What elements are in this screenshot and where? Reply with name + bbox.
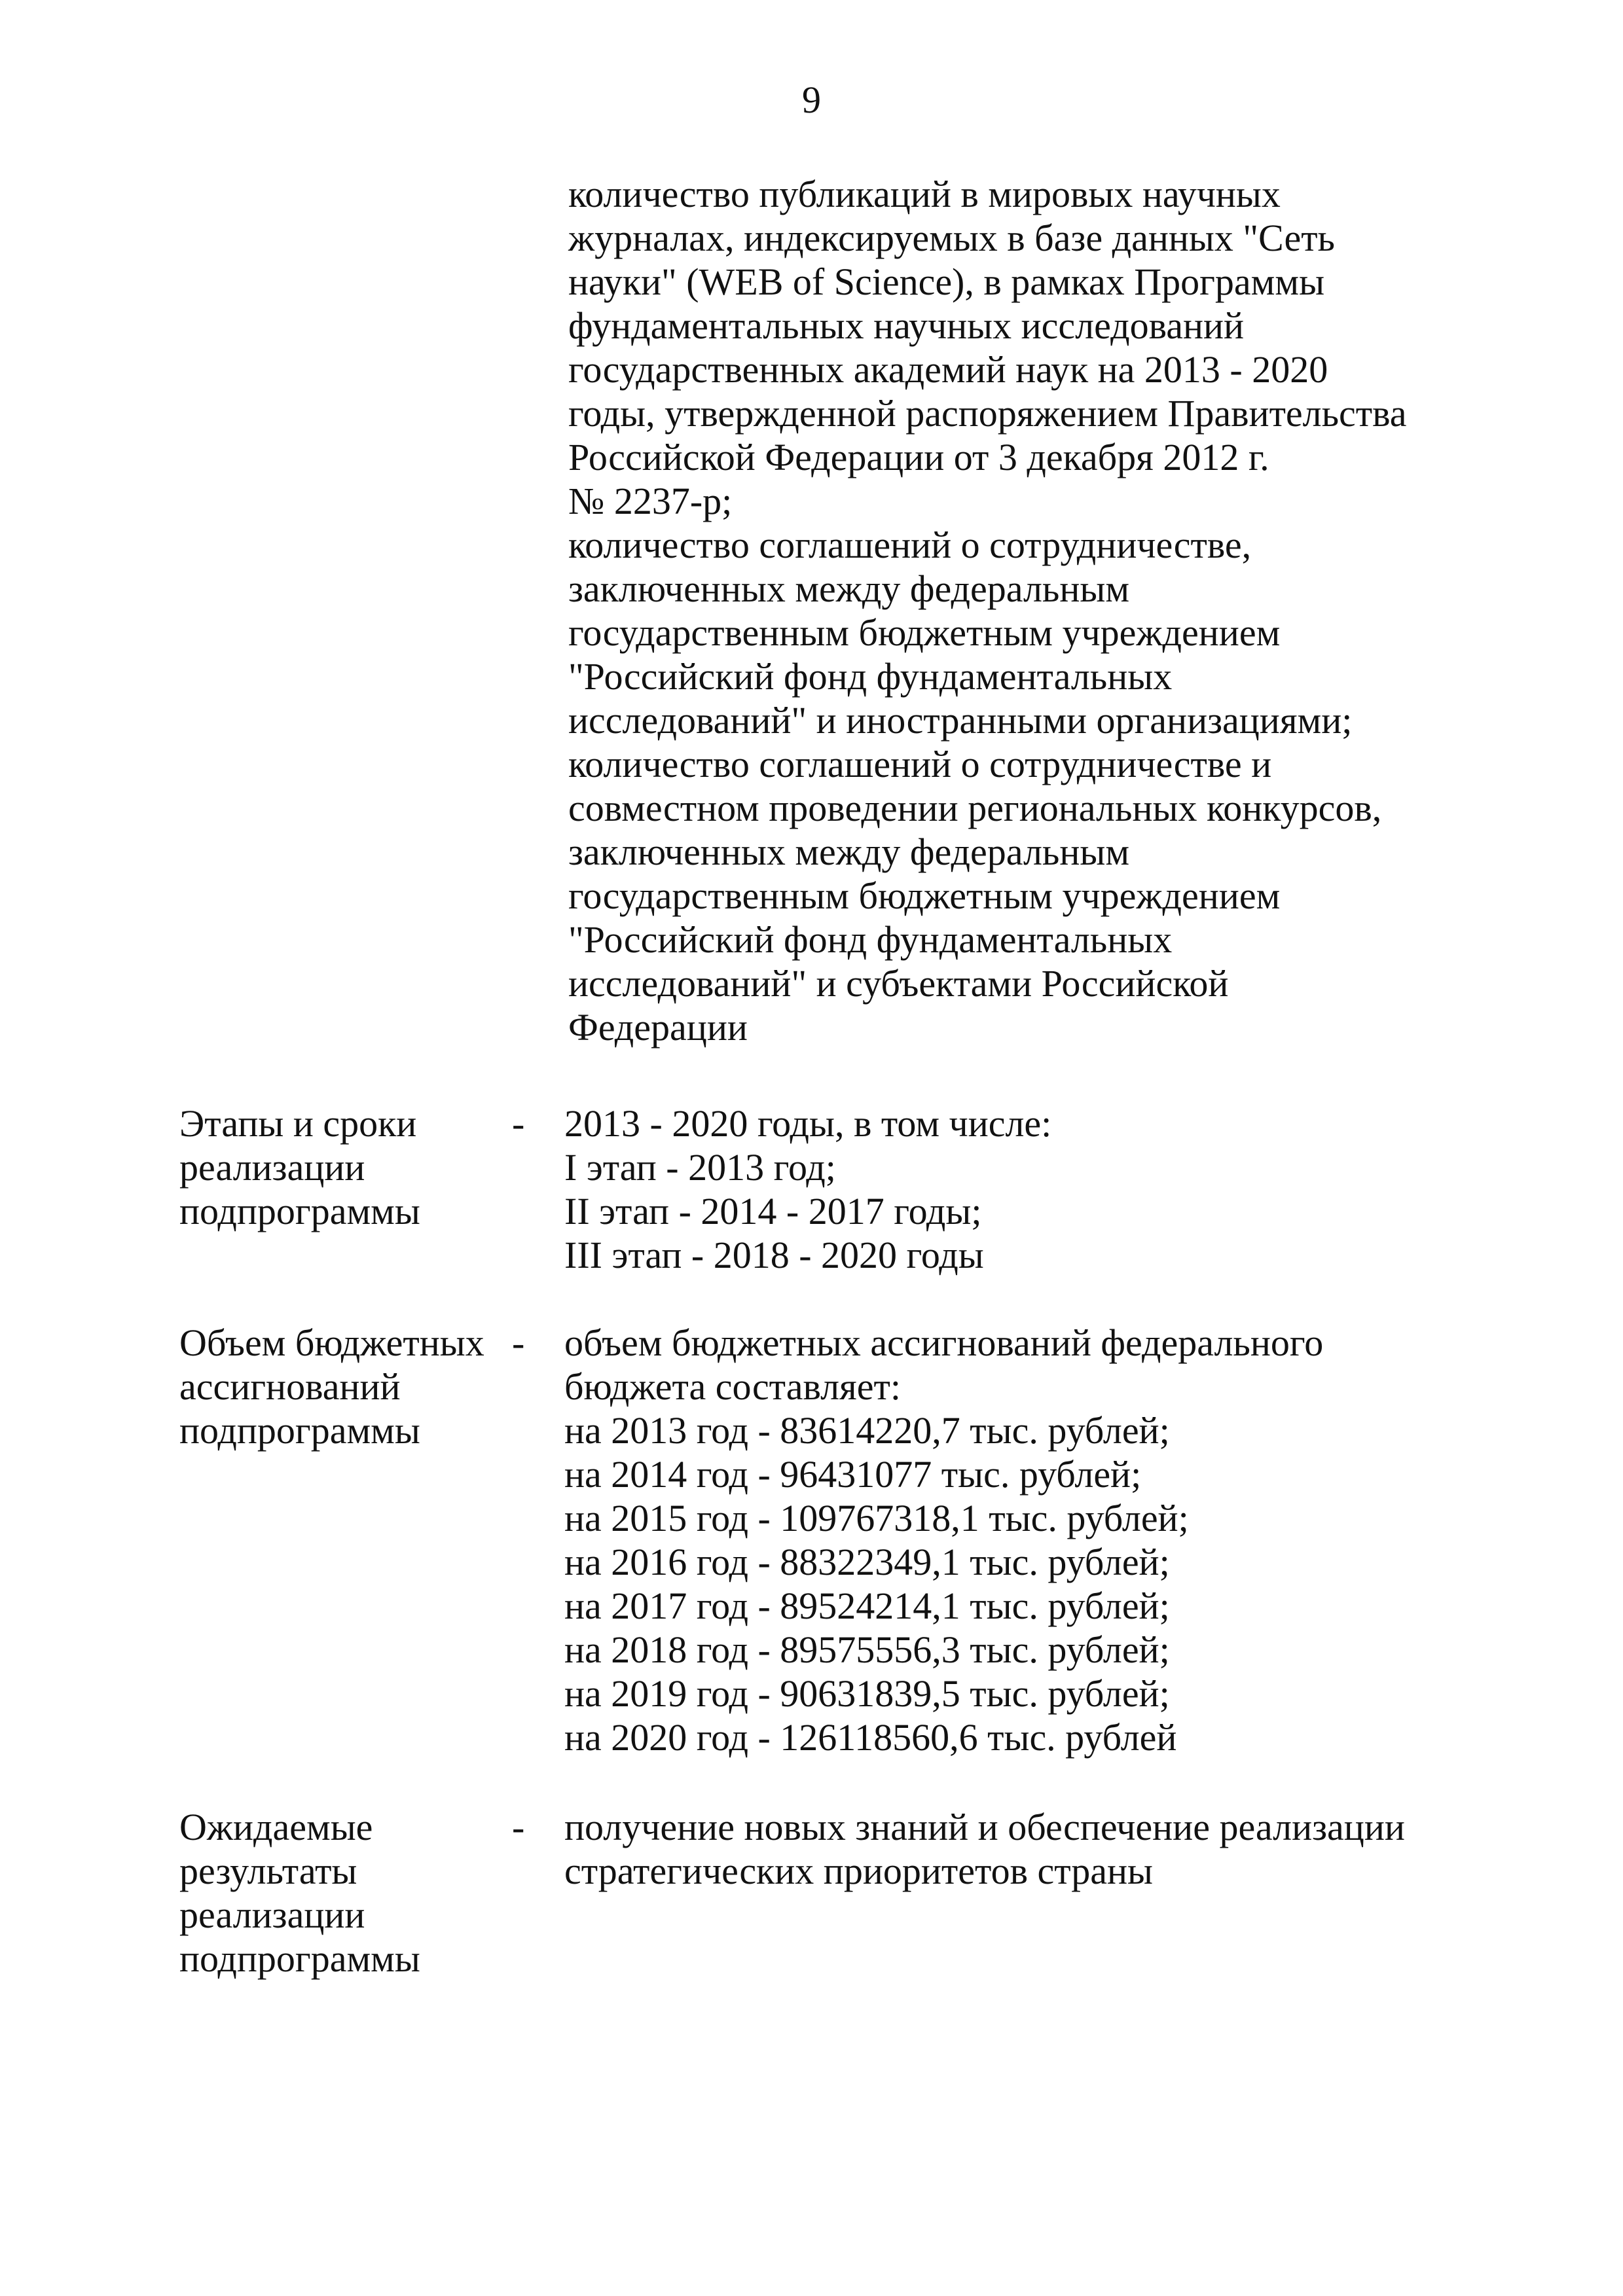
indicator-line: государственных академий наук на 2013 - 2020 [568,348,1328,391]
indicators-list [568,172,1498,1049]
stages-value [564,1102,1514,1277]
value-line: III этап - 2018 - 2020 годы [564,1234,984,1276]
label-line: реализации [179,1146,365,1189]
indicator-line: исследований" и субъектами Российской [568,962,1229,1005]
indicator-line: государственным бюджетным учреждением [568,874,1281,917]
indicator-line: Российской Федерации от 3 декабря 2012 г. [568,436,1269,478]
label-line: Этапы и сроки [179,1102,417,1145]
label-line: подпрограммы [179,1937,420,1980]
label-line: подпрограммы [179,1190,420,1232]
label-line: Ожидаемые [179,1806,373,1848]
value-line: на 2016 год - 88322349,1 тыс. рублей; [564,1541,1170,1583]
indicator-line: фундаментальных научных исследований [568,304,1245,347]
separator-dash: - [512,1321,525,1364]
value-line: получение новых знаний и обеспечение реализации [564,1806,1405,1848]
value-line: 2013 - 2020 годы, в том числе: [564,1102,1052,1145]
value-line: на 2013 год - 83614220,7 тыс. рублей; [564,1409,1170,1452]
stages-label [179,1102,507,1233]
indicator-line: годы, утвержденной распоряжением Правительства [568,392,1407,435]
indicator-line: исследований" и иностранными организациями; [568,699,1353,742]
label-line: подпрограммы [179,1409,420,1452]
label-line: реализации [179,1893,365,1936]
indicator-line: количество соглашений о сотрудничестве, [568,524,1252,566]
page-number: 9 [802,79,821,121]
indicator-line: "Российский фонд фундаментальных [568,655,1173,698]
indicator-line: количество соглашений о сотрудничестве и [568,743,1272,785]
results-value [564,1805,1514,1893]
indicator-line: Федерации [568,1006,748,1049]
label-line: результаты [179,1850,357,1892]
indicator-line: совместном проведении региональных конкурсов, [568,787,1382,829]
label-line: Объем бюджетных [179,1321,484,1364]
value-line: стратегических приоритетов страны [564,1850,1153,1892]
value-line: на 2017 год - 89524214,1 тыс. рублей; [564,1585,1170,1627]
indicator-line: государственным бюджетным учреждением [568,611,1281,654]
indicator-line: количество публикаций в мировых научных [568,173,1281,215]
value-line: на 2014 год - 96431077 тыс. рублей; [564,1453,1142,1496]
value-line: на 2018 год - 89575556,3 тыс. рублей; [564,1628,1170,1671]
separator-dash: - [512,1806,525,1848]
indicator-line: заключенных между федеральным [568,831,1130,873]
value-line: объем бюджетных ассигнований федерального [564,1321,1324,1364]
indicator-line: "Российский фонд фундаментальных [568,918,1173,961]
indicator-line: науки" (WEB of Science), в рамках Программы [568,260,1325,303]
indicator-line: заключенных между федеральным [568,567,1130,610]
value-line: II этап - 2014 - 2017 годы; [564,1190,982,1232]
indicator-line: журналах, индексируемых в базе данных "Сеть [568,217,1335,259]
value-line: на 2020 год - 126118560,6 тыс. рублей [564,1716,1177,1759]
separator-dash: - [512,1102,525,1145]
value-line: бюджета составляет: [564,1365,901,1408]
value-line: на 2019 год - 90631839,5 тыс. рублей; [564,1672,1170,1715]
label-line: ассигнований [179,1365,401,1408]
results-label [179,1805,507,1981]
value-line: I этап - 2013 год; [564,1146,836,1189]
budget-value [564,1321,1514,1759]
value-line: на 2015 год - 109767318,1 тыс. рублей; [564,1497,1189,1539]
budget-label [179,1321,507,1452]
indicator-line: № 2237-р; [568,480,733,522]
